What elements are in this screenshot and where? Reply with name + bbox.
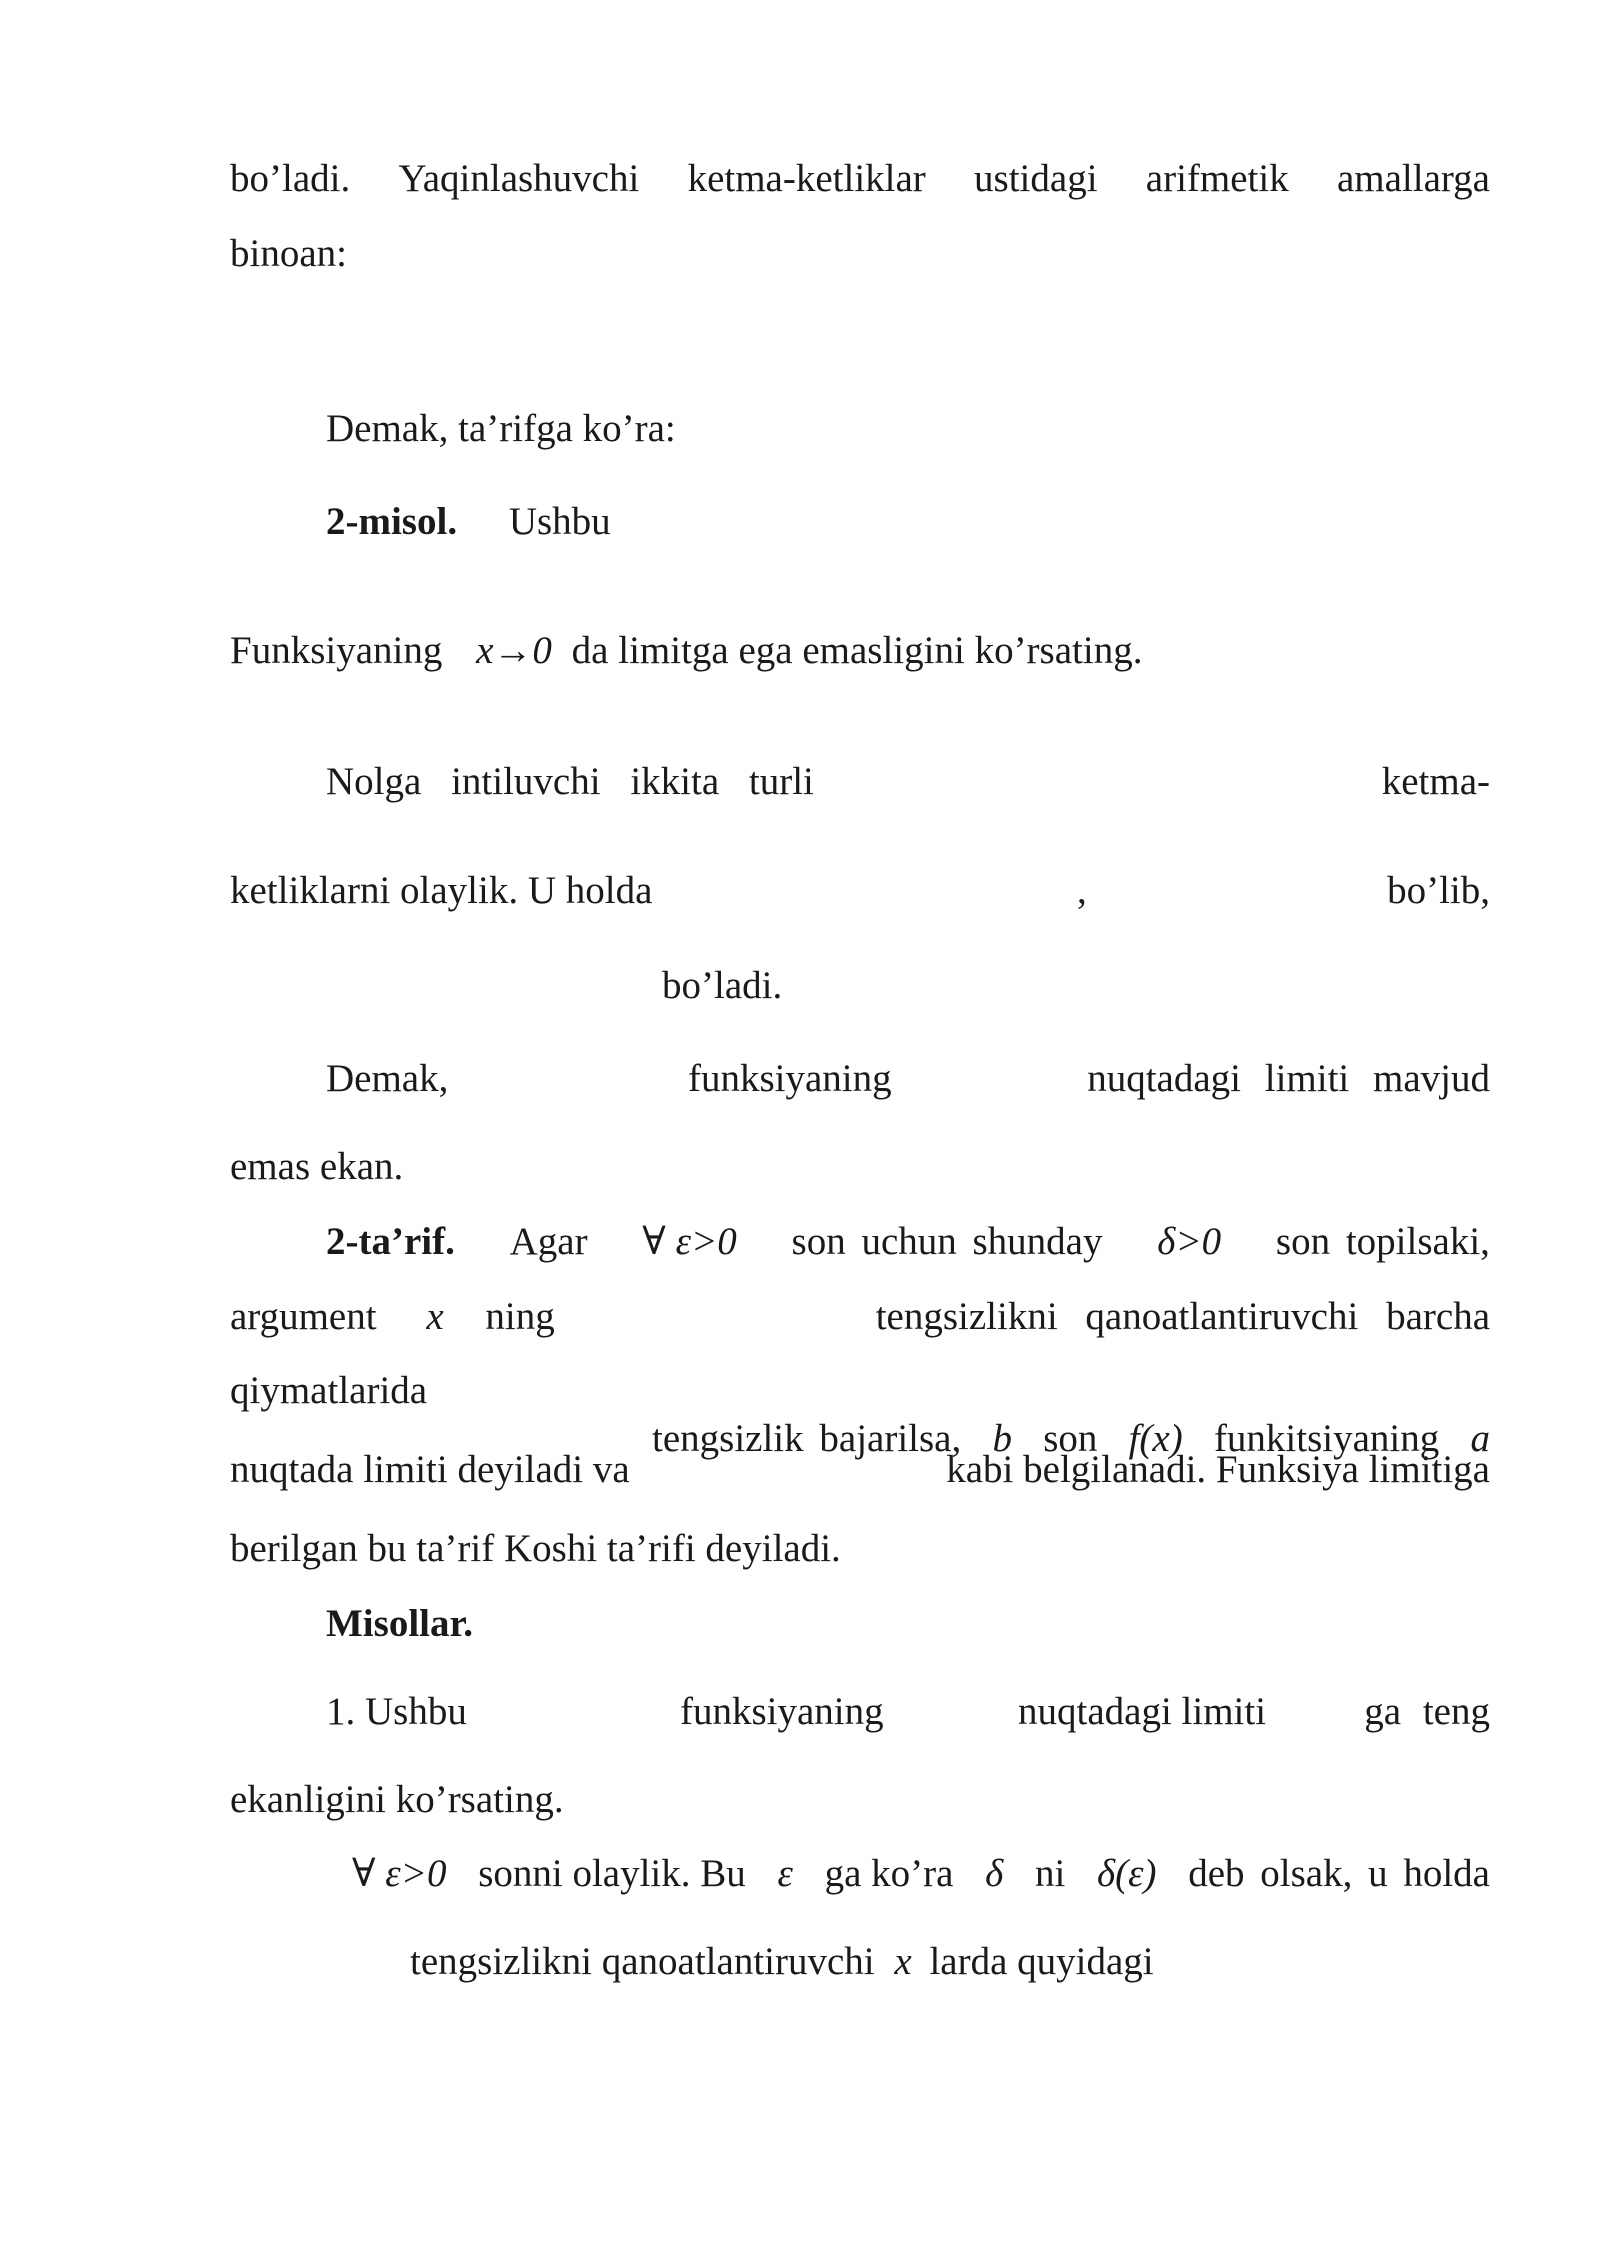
paragraph-line-10 (230, 1143, 1490, 1191)
text-run: Agar (509, 1220, 588, 1263)
paragraph-line-20 (410, 1938, 1490, 1986)
definition-heading-2 (326, 1218, 1490, 1266)
text-run: , (1077, 869, 1087, 912)
math-variable: a (1470, 1417, 1490, 1460)
text-run: kabi belgilanadi. Funksiya limitiga (946, 1448, 1490, 1491)
paragraph-line-2 (230, 230, 1490, 278)
text-run: qiymatlarida (230, 1369, 428, 1412)
paragraph-line-6 (326, 758, 1490, 806)
math-expression: δ>0 (1157, 1220, 1222, 1263)
text-word: intiluvchi (451, 760, 601, 803)
bold-label: 2-ta’rif. (326, 1220, 455, 1263)
text-run: son uchun shunday (791, 1220, 1103, 1263)
text-run: binoan: (230, 232, 347, 275)
text-run: Ushbu (508, 500, 611, 543)
text-run: son topilsaki, (1275, 1220, 1490, 1263)
text-run: ga teng (1364, 1690, 1490, 1733)
paragraph-line-18 (230, 1776, 1490, 1824)
text-run: tengsizlik bajarilsa, (652, 1417, 962, 1460)
bold-label: 2-misol. (326, 500, 458, 543)
text-run: bo’ladi. (662, 964, 783, 1007)
text-run: ketliklarni olaylik. U holda (230, 869, 653, 912)
math-expression: ∀ ε>0 (352, 1852, 447, 1895)
text-run: argument (230, 1295, 377, 1338)
text-word: arifmetik (1145, 157, 1289, 200)
math-expression: ∀ ε>0 (642, 1220, 737, 1263)
text-word: ketma-ketliklar (687, 157, 926, 200)
math-variable: b (992, 1417, 1012, 1460)
text-run: Demak, (326, 1057, 449, 1100)
paragraph-line-1 (230, 155, 1490, 203)
examples-heading (326, 1600, 1490, 1648)
bold-label: Misollar. (326, 1602, 473, 1645)
text-run: funkitsiyaning (1213, 1417, 1440, 1460)
paragraph-line-13 (230, 1367, 1490, 1460)
text-word: amallarga (1336, 157, 1490, 200)
paragraph-line-19 (352, 1850, 1490, 1898)
text-word: turli (748, 760, 814, 803)
math-variable: ε (777, 1852, 793, 1895)
text-run: nuqtadagi limiti mavjud (1087, 1057, 1490, 1100)
paragraph-line-12 (230, 1293, 1490, 1341)
text-run: larda quyidagi (929, 1940, 1154, 1983)
text-run: bo’lib, (1387, 869, 1490, 912)
text-run: tengsizlikni qanoatlantiruvchi barcha (875, 1295, 1490, 1338)
text-run: da limitga ega emasligini ko’rsating. (571, 629, 1143, 672)
text-run: tengsizlikni qanoatlantiruvchi (410, 1940, 875, 1983)
math-variable: δ (985, 1852, 1004, 1895)
text-run: ekanligini ko’rsating. (230, 1778, 564, 1821)
text-run: ni (1034, 1852, 1066, 1895)
text-run: son (1043, 1417, 1098, 1460)
text-word: ketma- (1381, 760, 1490, 803)
math-expression: f(x) (1128, 1417, 1183, 1460)
text-run: emas ekan. (230, 1145, 404, 1188)
paragraph-line-15 (230, 1525, 1490, 1573)
paragraph-line-9 (326, 1055, 1490, 1103)
text-run: ga ko’ra (824, 1852, 954, 1895)
text-run: funksiyaning (688, 1057, 892, 1100)
math-variable: x (894, 1940, 912, 1983)
text-word: bo’ladi. (230, 157, 351, 200)
paragraph-line-14 (230, 1446, 1490, 1494)
text-run: deb olsak, u holda (1188, 1852, 1490, 1895)
text-run: nuqtadagi limiti (1018, 1690, 1267, 1733)
math-variable: x (426, 1295, 444, 1338)
paragraph-line-7 (230, 867, 1490, 915)
text-run: berilgan bu ta’rif Koshi ta’rifi deyiladi. (230, 1527, 841, 1570)
text-run: Funksiyaning (230, 629, 443, 672)
text-run: ning (485, 1295, 555, 1338)
paragraph-line-5 (230, 627, 1490, 675)
example-heading-2 (326, 498, 1490, 546)
math-expression: δ(ε) (1097, 1852, 1157, 1895)
text-run: 1. Ushbu (326, 1690, 467, 1733)
math-expression: x→0 (476, 629, 552, 672)
text-word: ikkita (630, 760, 720, 803)
text-run: nuqtada limiti deyiladi va (230, 1448, 630, 1491)
text-word: ustidagi (974, 157, 1098, 200)
text-run: Demak, ta’rifga ko’ra: (326, 407, 676, 450)
text-word: Nolga (326, 760, 422, 803)
paragraph-line-17 (326, 1688, 1490, 1736)
paragraph-line-3 (326, 405, 1490, 453)
text-run: funksiyaning (680, 1690, 884, 1733)
text-run: sonni olaylik. Bu (478, 1852, 746, 1895)
text-word: Yaqinlashuvchi (398, 157, 640, 200)
